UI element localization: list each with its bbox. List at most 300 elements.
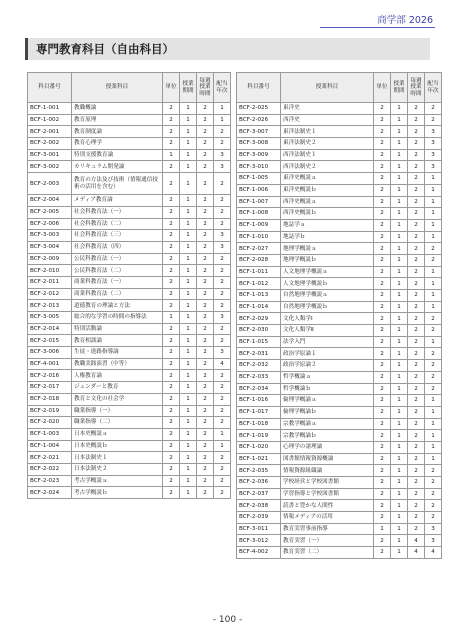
year-cell: 4: [425, 547, 442, 559]
weekly-hours-cell: 2: [197, 475, 214, 487]
weekly-hours-cell: 2: [408, 406, 425, 418]
credits-cell: 2: [163, 126, 180, 138]
credits-cell: 2: [163, 335, 180, 347]
term-cell: 1: [180, 300, 197, 312]
credits-cell: 2: [163, 358, 180, 370]
year-cell: 2: [425, 243, 442, 255]
course-name-cell: 地誌学ｂ: [281, 231, 374, 243]
table-row: [28, 300, 231, 312]
term-cell: 1: [391, 126, 408, 138]
course-name-cell: 総合的な学習の時間の指導法: [72, 312, 163, 324]
term-cell: 1: [180, 138, 197, 150]
term-cell: 1: [391, 325, 408, 337]
weekly-hours-cell: 2: [408, 395, 425, 407]
course-code-cell: BCF-2-004: [28, 195, 72, 207]
term-cell: 1: [180, 452, 197, 464]
course-name-cell: 政治学原論１: [281, 348, 374, 360]
weekly-hours-cell: 2: [408, 325, 425, 337]
term-cell: 1: [180, 195, 197, 207]
course-table-right: [236, 72, 442, 559]
course-name-cell: 宗教学概論ａ: [281, 418, 374, 430]
credits-cell: 2: [374, 184, 391, 196]
term-cell: 1: [391, 465, 408, 477]
course-name-cell: 生徒・進路指導論: [72, 347, 163, 359]
weekly-hours-cell: 2: [197, 276, 214, 288]
weekly-hours-cell: 2: [408, 243, 425, 255]
table-row: [237, 430, 442, 442]
course-code-cell: BCF-3-004: [28, 241, 72, 253]
course-name-cell: 教育実習（一）: [281, 535, 374, 547]
year-cell: 1: [214, 428, 231, 440]
weekly-hours-cell: 2: [197, 335, 214, 347]
credits-cell: 2: [374, 301, 391, 313]
year-cell: 3: [425, 149, 442, 161]
weekly-hours-cell: 2: [408, 430, 425, 442]
weekly-hours-cell: 2: [197, 126, 214, 138]
course-name-cell: 日本法制史２: [72, 463, 163, 475]
credits-cell: 2: [163, 382, 180, 394]
weekly-hours-cell: 2: [197, 300, 214, 312]
course-code-cell: BCF-1-007: [237, 196, 281, 208]
weekly-hours-cell: 2: [408, 161, 425, 173]
course-name-cell: 日本史概説ｂ: [72, 440, 163, 452]
course-code-cell: BCF-2-033: [237, 371, 281, 383]
column-header-name: 授業科目: [72, 73, 163, 103]
year-cell: 2: [214, 463, 231, 475]
table-row: [237, 114, 442, 126]
term-cell: 1: [180, 265, 197, 277]
table-row: [237, 138, 442, 150]
term-cell: 1: [180, 428, 197, 440]
course-code-cell: BCF-2-020: [28, 417, 72, 429]
weekly-hours-cell: 2: [197, 358, 214, 370]
year-cell: 2: [214, 276, 231, 288]
course-code-cell: BCF-1-014: [237, 301, 281, 313]
page-number: - 100 -: [212, 615, 243, 625]
table-row: [237, 383, 442, 395]
term-cell: 1: [391, 360, 408, 372]
credits-cell: 2: [374, 477, 391, 489]
weekly-hours-cell: 2: [408, 488, 425, 500]
credits-cell: 1: [374, 523, 391, 535]
course-name-cell: 特別支援教育論: [72, 149, 163, 161]
term-cell: 1: [180, 312, 197, 324]
credits-cell: 2: [163, 253, 180, 265]
weekly-hours-cell: 2: [197, 323, 214, 335]
year-cell: 2: [214, 265, 231, 277]
year-cell: 1: [425, 219, 442, 231]
credits-cell: 2: [374, 278, 391, 290]
course-code-cell: BCF-2-025: [237, 103, 281, 115]
credits-cell: 2: [374, 535, 391, 547]
year-cell: 3: [214, 312, 231, 324]
table-row: [237, 500, 442, 512]
table-row: [28, 440, 231, 452]
course-name-cell: 東洋法制史２: [281, 138, 374, 150]
table-row: [237, 184, 442, 196]
year-cell: 2: [425, 500, 442, 512]
section-title: 専門教育科目（自由科目）: [25, 38, 430, 60]
course-name-cell: 教育心理学: [72, 138, 163, 150]
term-cell: 1: [391, 114, 408, 126]
term-cell: 1: [180, 323, 197, 335]
weekly-hours-cell: 2: [197, 114, 214, 126]
course-name-cell: 宗教学概論ｂ: [281, 430, 374, 442]
column-header-code: 科目番号: [237, 73, 281, 103]
table-row: [237, 512, 442, 524]
column-header-term: 授業期間: [180, 73, 197, 103]
year-cell: 1: [425, 301, 442, 313]
year-cell: 2: [214, 475, 231, 487]
credits-cell: 2: [374, 453, 391, 465]
table-row: [237, 290, 442, 302]
course-name-cell: 教育原理: [72, 114, 163, 126]
credits-cell: 2: [374, 325, 391, 337]
table-row: [237, 348, 442, 360]
year-cell: 2: [425, 313, 442, 325]
course-name-cell: 倫理学概論ｂ: [281, 406, 374, 418]
course-name-cell: 西洋法制史２: [281, 161, 374, 173]
credits-cell: 2: [163, 161, 180, 173]
term-cell: 1: [180, 347, 197, 359]
course-code-cell: BCF-4-001: [28, 358, 72, 370]
course-code-cell: BCF-1-020: [237, 441, 281, 453]
credits-cell: 2: [374, 138, 391, 150]
course-name-cell: 心理学の諸理論: [281, 441, 374, 453]
credits-cell: 2: [163, 370, 180, 382]
credits-cell: 2: [163, 393, 180, 405]
table-row: [237, 453, 442, 465]
course-name-cell: 公民科教育法（一）: [72, 253, 163, 265]
weekly-hours-cell: 2: [197, 265, 214, 277]
table-row: [237, 465, 442, 477]
weekly-hours-cell: 2: [408, 196, 425, 208]
course-code-cell: BCF-1-021: [237, 453, 281, 465]
course-code-cell: BCF-2-036: [237, 477, 281, 489]
course-code-cell: BCF-2-028: [237, 254, 281, 266]
weekly-hours-cell: 2: [408, 266, 425, 278]
course-code-cell: BCF-2-027: [237, 243, 281, 255]
term-cell: 1: [391, 371, 408, 383]
weekly-hours-cell: 2: [408, 290, 425, 302]
year-cell: 2: [214, 417, 231, 429]
weekly-hours-cell: 4: [408, 535, 425, 547]
year-cell: 1: [425, 418, 442, 430]
year-cell: 2: [425, 512, 442, 524]
table-row: [28, 475, 231, 487]
term-cell: 1: [180, 173, 197, 195]
course-code-cell: BCF-1-008: [237, 208, 281, 220]
course-name-cell: 学校経営と学校図書館: [281, 477, 374, 489]
weekly-hours-cell: 2: [197, 463, 214, 475]
course-code-cell: BCF-2-013: [28, 300, 72, 312]
year-cell: 3: [425, 138, 442, 150]
course-name-cell: 哲学概論ａ: [281, 371, 374, 383]
credits-cell: 2: [374, 114, 391, 126]
credits-cell: 2: [374, 383, 391, 395]
year-cell: 3: [425, 126, 442, 138]
term-cell: 1: [180, 253, 197, 265]
table-row: [28, 288, 231, 300]
year-cell: 2: [214, 487, 231, 499]
year-cell: 2: [425, 371, 442, 383]
course-code-cell: BCF-3-012: [237, 535, 281, 547]
term-cell: 1: [391, 231, 408, 243]
course-name-cell: 社会科教育法（四）: [72, 241, 163, 253]
course-name-cell: 政治学原論２: [281, 360, 374, 372]
credits-cell: 2: [163, 300, 180, 312]
year-cell: 3: [425, 523, 442, 535]
credits-cell: 2: [163, 114, 180, 126]
course-code-cell: BCF-1-006: [237, 184, 281, 196]
term-cell: 1: [391, 196, 408, 208]
year-cell: 4: [214, 358, 231, 370]
term-cell: 1: [180, 276, 197, 288]
weekly-hours-cell: 2: [197, 487, 214, 499]
table-row: [237, 231, 442, 243]
table-row: [28, 218, 231, 230]
credits-cell: 1: [163, 149, 180, 161]
course-name-cell: 倫理学概論ａ: [281, 395, 374, 407]
credits-cell: 2: [163, 440, 180, 452]
table-row: [28, 312, 231, 324]
course-code-cell: BCF-2-014: [28, 323, 72, 335]
course-name-cell: 社会科教育法（一）: [72, 206, 163, 218]
column-header-hours: 毎週授業時間: [408, 73, 425, 103]
course-code-cell: BCF-2-024: [28, 487, 72, 499]
course-name-cell: 職業指導（一）: [72, 405, 163, 417]
credits-cell: 2: [163, 288, 180, 300]
year-cell: 1: [425, 196, 442, 208]
credits-cell: 2: [163, 347, 180, 359]
term-cell: 1: [180, 487, 197, 499]
term-cell: 1: [180, 206, 197, 218]
table-row: [237, 477, 442, 489]
course-name-cell: 東洋史概説ｂ: [281, 184, 374, 196]
term-cell: 1: [391, 290, 408, 302]
year-cell: 1: [425, 395, 442, 407]
table-row: [237, 243, 442, 255]
weekly-hours-cell: 4: [408, 547, 425, 559]
weekly-hours-cell: 2: [197, 173, 214, 195]
term-cell: 1: [180, 114, 197, 126]
weekly-hours-cell: 2: [408, 254, 425, 266]
weekly-hours-cell: 2: [197, 288, 214, 300]
course-code-cell: BCF-2-037: [237, 488, 281, 500]
term-cell: 1: [180, 230, 197, 242]
course-code-cell: BCF-1-019: [237, 430, 281, 442]
year-cell: 2: [214, 253, 231, 265]
course-code-cell: BCF-2-015: [28, 335, 72, 347]
credits-cell: 2: [163, 265, 180, 277]
year-cell: 3: [425, 161, 442, 173]
credits-cell: 2: [374, 418, 391, 430]
year-cell: 2: [425, 477, 442, 489]
course-name-cell: 自然地理学概説ｂ: [281, 301, 374, 313]
term-cell: 1: [391, 254, 408, 266]
table-body-left: [28, 103, 231, 499]
term-cell: 1: [180, 417, 197, 429]
course-name-cell: 社会科教育法（三）: [72, 230, 163, 242]
course-code-cell: BCF-2-029: [237, 313, 281, 325]
course-code-cell: BCF-2-021: [28, 452, 72, 464]
table-header-row: [28, 73, 231, 103]
credits-cell: 2: [374, 441, 391, 453]
table-row: [237, 371, 442, 383]
table-row: [237, 535, 442, 547]
credits-cell: 2: [374, 488, 391, 500]
weekly-hours-cell: 2: [408, 301, 425, 313]
header-rule: [320, 27, 435, 28]
credits-cell: 2: [374, 547, 391, 559]
weekly-hours-cell: 2: [197, 312, 214, 324]
table-row: [28, 138, 231, 150]
table-row: [237, 313, 442, 325]
course-name-cell: 日本史概説ａ: [72, 428, 163, 440]
weekly-hours-cell: 2: [408, 453, 425, 465]
course-table-left: [27, 72, 231, 499]
year-cell: 2: [425, 348, 442, 360]
weekly-hours-cell: 2: [197, 370, 214, 382]
course-code-cell: BCF-2-031: [237, 348, 281, 360]
weekly-hours-cell: 2: [408, 219, 425, 231]
term-cell: 1: [180, 218, 197, 230]
course-code-cell: BCF-2-011: [28, 276, 72, 288]
course-name-cell: 特別活動論: [72, 323, 163, 335]
table-body-right: [237, 103, 442, 559]
course-code-cell: BCF-2-016: [28, 370, 72, 382]
course-code-cell: BCF-2-017: [28, 382, 72, 394]
table-row: [28, 173, 231, 195]
course-name-cell: 教育の方法及び技術（情報通信技術の活用を含む）: [72, 173, 163, 195]
course-name-cell: 職業指導（二）: [72, 417, 163, 429]
weekly-hours-cell: 2: [197, 347, 214, 359]
course-name-cell: 教育相談論: [72, 335, 163, 347]
credits-cell: 2: [163, 463, 180, 475]
term-cell: 1: [391, 149, 408, 161]
weekly-hours-cell: 2: [197, 382, 214, 394]
term-cell: 1: [391, 301, 408, 313]
credits-cell: 2: [163, 195, 180, 207]
term-cell: 1: [391, 512, 408, 524]
course-code-cell: BCF-1-018: [237, 418, 281, 430]
year-cell: 1: [214, 114, 231, 126]
course-name-cell: 商業科教育法（一）: [72, 276, 163, 288]
table-row: [237, 441, 442, 453]
credits-cell: 2: [374, 500, 391, 512]
credits-cell: 2: [374, 254, 391, 266]
table-row: [237, 173, 442, 185]
term-cell: 1: [180, 405, 197, 417]
table-row: [237, 196, 442, 208]
year-cell: 2: [425, 488, 442, 500]
year-cell: 2: [214, 323, 231, 335]
credits-cell: 2: [374, 348, 391, 360]
course-name-cell: 情報資源組織論: [281, 465, 374, 477]
course-name-cell: 人権教育論: [72, 370, 163, 382]
weekly-hours-cell: 2: [408, 441, 425, 453]
table-row: [28, 452, 231, 464]
year-cell: 2: [214, 126, 231, 138]
course-code-cell: BCF-2-009: [28, 253, 72, 265]
course-code-cell: BCF-3-010: [237, 161, 281, 173]
table-row: [237, 325, 442, 337]
table-row: [28, 358, 231, 370]
table-row: [237, 278, 442, 290]
table-row: [28, 206, 231, 218]
year-cell: 2: [425, 103, 442, 115]
table-row: [237, 418, 442, 430]
term-cell: 1: [391, 406, 408, 418]
course-code-cell: BCF-3-002: [28, 161, 72, 173]
course-code-cell: BCF-2-018: [28, 393, 72, 405]
credits-cell: 2: [374, 512, 391, 524]
term-cell: 1: [180, 241, 197, 253]
term-cell: 1: [391, 266, 408, 278]
course-code-cell: BCF-2-002: [28, 138, 72, 150]
course-name-cell: 公民科教育法（二）: [72, 265, 163, 277]
table-row: [28, 335, 231, 347]
table-row: [237, 547, 442, 559]
table-header-row: [237, 73, 442, 103]
course-code-cell: BCF-1-012: [237, 278, 281, 290]
course-code-cell: BCF-2-019: [28, 405, 72, 417]
year-cell: 2: [214, 405, 231, 417]
course-name-cell: メディア教育論: [72, 195, 163, 207]
term-cell: 1: [180, 382, 197, 394]
term-cell: 1: [391, 547, 408, 559]
term-cell: 1: [391, 395, 408, 407]
weekly-hours-cell: 2: [408, 103, 425, 115]
faculty-year-label: 商学部 2026: [377, 15, 433, 26]
year-cell: 3: [214, 347, 231, 359]
course-code-cell: BCF-2-012: [28, 288, 72, 300]
table-row: [28, 323, 231, 335]
course-name-cell: 道徳教育の理論と方法: [72, 300, 163, 312]
course-name-cell: 読書と豊かな人間性: [281, 500, 374, 512]
course-name-cell: 人文地理学概説ｂ: [281, 278, 374, 290]
year-cell: 3: [425, 535, 442, 547]
year-cell: 2: [425, 114, 442, 126]
weekly-hours-cell: 2: [408, 360, 425, 372]
year-cell: 1: [425, 266, 442, 278]
course-code-cell: BCF-3-008: [237, 138, 281, 150]
weekly-hours-cell: 2: [197, 149, 214, 161]
table-row: [237, 103, 442, 115]
course-code-cell: BCF-3-007: [237, 126, 281, 138]
term-cell: 1: [391, 208, 408, 220]
course-name-cell: 地誌学ａ: [281, 219, 374, 231]
weekly-hours-cell: 2: [197, 405, 214, 417]
course-name-cell: 東洋法制史１: [281, 126, 374, 138]
course-name-cell: 西洋史概説ａ: [281, 196, 374, 208]
weekly-hours-cell: 2: [197, 241, 214, 253]
course-name-cell: 地理学概説ａ: [281, 243, 374, 255]
weekly-hours-cell: 2: [408, 278, 425, 290]
year-cell: 1: [425, 208, 442, 220]
table-row: [237, 149, 442, 161]
term-cell: 1: [391, 184, 408, 196]
credits-cell: 2: [163, 206, 180, 218]
course-name-cell: 法学入門: [281, 336, 374, 348]
table-row: [237, 360, 442, 372]
weekly-hours-cell: 2: [197, 253, 214, 265]
table-row: [28, 126, 231, 138]
table-row: [237, 219, 442, 231]
course-name-cell: 教育と文化の社会学: [72, 393, 163, 405]
year-cell: 1: [425, 173, 442, 185]
course-name-cell: 教育制度論: [72, 126, 163, 138]
